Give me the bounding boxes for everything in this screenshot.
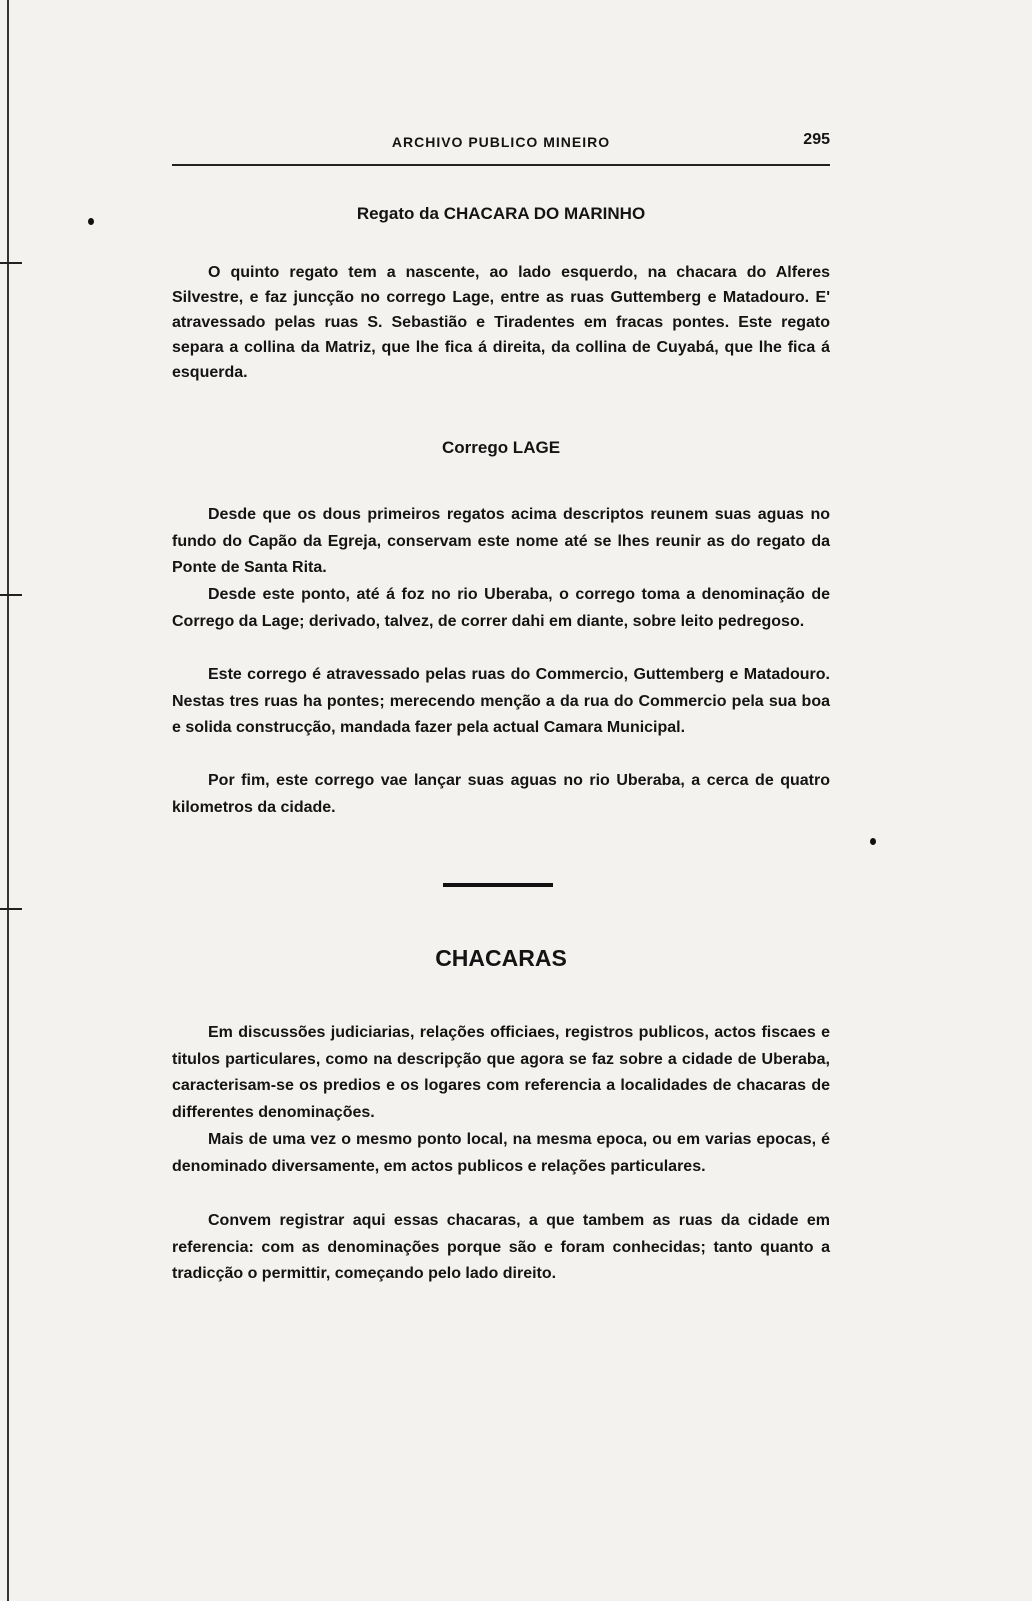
- margin-dot: [870, 838, 876, 845]
- running-header: [172, 131, 830, 158]
- paragraph: Desde este ponto, até á foz no rio Uberaba, o corrego toma a denominação de Corrego da Lage; derivado, talvez, de correr dahi em diante, sobre leito pedregoso.: [172, 586, 830, 630]
- binding-edge: [7, 0, 9, 1601]
- header-rule: [172, 164, 830, 166]
- page-number: 295: [803, 131, 830, 148]
- section-title-regato: Regato da CHACARA DO MARINHO: [356, 204, 646, 223]
- header-title: ARCHIVO PUBLICO MINEIRO: [391, 134, 611, 150]
- margin-dot: [88, 218, 94, 225]
- margin-tick: [0, 594, 22, 596]
- margin-tick: [0, 908, 22, 910]
- paragraph: Em discussões judiciarias, relações officiaes, registros publicos, actos fiscaes e titulos particulares, como na descripção que agora se faz sobre a cidade de Uberaba, caracterisam-se os predios e os logares com referencia a localidades de chacaras de differentes denominações.: [172, 1024, 830, 1121]
- paragraph: O quinto regato tem a nascente, ao lado esquerdo, na chacara do Alferes Silvestre, e faz juncção no corrego Lage, entre as ruas Guttemberg e Matadouro. E' atravessado pelas ruas S. Sebastião e Tiradentes em fracas pontes. Este regato separa a collina da Matriz, que lhe fica á direita, da collina de Cuyabá, que lhe fica á esquerda.: [172, 264, 830, 381]
- paragraph: Este corrego é atravessado pelas ruas do Commercio, Guttemberg e Matadouro. Nestas tres ruas ha pontes; merecendo menção a da rua do Commercio pela sua boa e solida construcção, mandada fazer pela actual Camara Municipal.: [172, 666, 830, 736]
- section-title-corrego: Corrego LAGE: [441, 438, 561, 457]
- margin-tick: [0, 262, 22, 264]
- paragraph: Convem registrar aqui essas chacaras, a que tambem as ruas da cidade em referencia: com as denominações porque são e foram conhecidas; tanto quanto a tradicção o permittir, começando pelo lado direito.: [172, 1212, 830, 1282]
- section-separator: [443, 883, 553, 887]
- paragraph: Por fim, este corrego vae lançar suas aguas no rio Uberaba, a cerca de quatro kilometros da cidade.: [172, 772, 830, 816]
- paragraph: Mais de uma vez o mesmo ponto local, na mesma epoca, ou em varias epocas, é denominado diversamente, em actos publicos e relações particulares.: [172, 1131, 830, 1175]
- section-title-chacaras: CHACARAS: [435, 945, 567, 971]
- paragraph: Desde que os dous primeiros regatos acima descriptos reunem suas aguas no fundo do Capão da Egreja, conservam este nome até se lhes reunir as do regato da Ponte de Santa Rita.: [172, 506, 830, 576]
